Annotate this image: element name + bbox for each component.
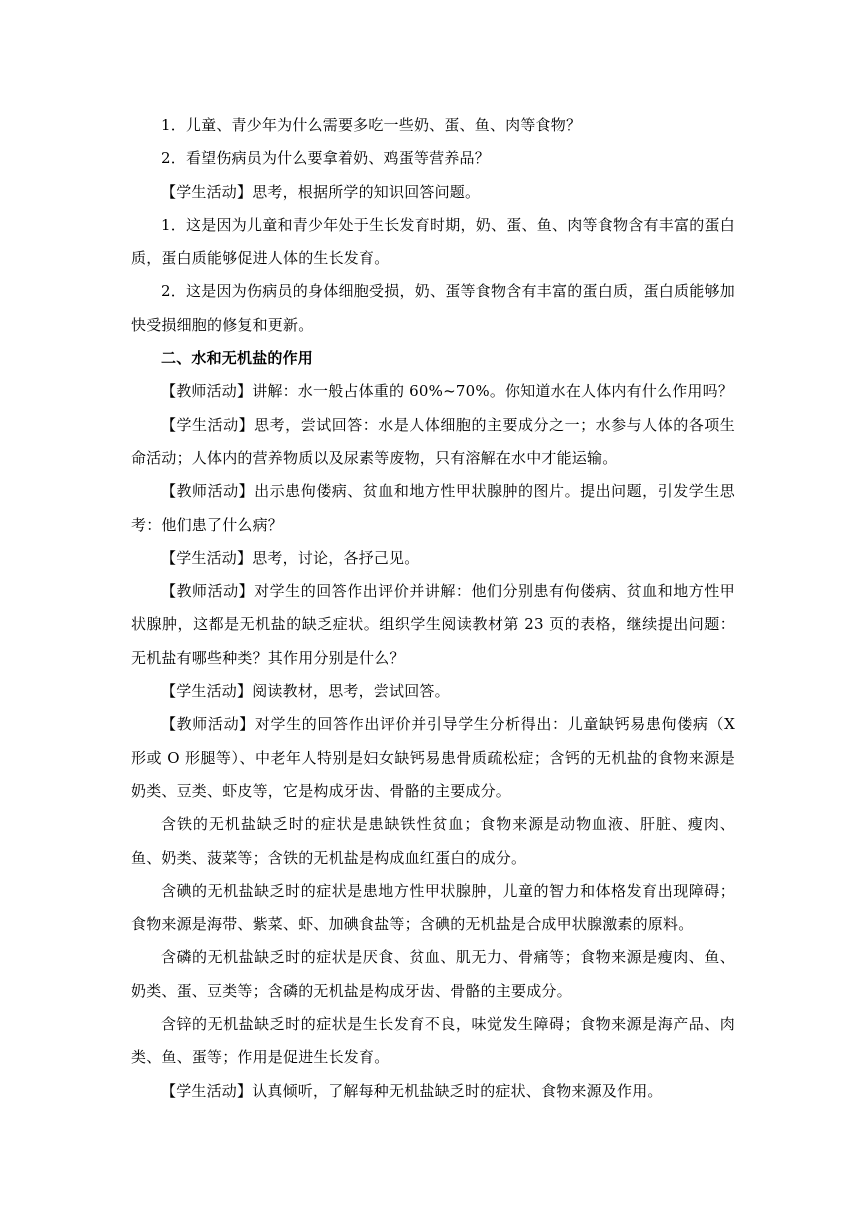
iodine-paragraph: 含碘的无机盐缺乏时的症状是患地方性甲状腺肿，儿童的智力和体格发育出现障碍；食物来源是海带、紫菜、虾、加碘食盐等；含碘的无机盐是合成甲状腺激素的原料。 [131, 881, 735, 934]
student-activity-paragraph: 【学生活动】思考，讨论，各抒己见。 [161, 548, 420, 567]
phosphorus-paragraph: 含磷的无机盐缺乏时的症状是厌食、贫血、肌无力、骨痛等；食物来源是瘦肉、鱼、奶类、蛋、豆类等；含磷的无机盐是构成牙齿、骨骼的主要成分。 [131, 948, 735, 1000]
question-2: 2．看望伤病员为什么要拿着奶、鸡蛋等营养品？ [161, 149, 490, 168]
student-activity-paragraph: 【学生活动】阅读教材，思考，尝试回答。 [161, 682, 450, 701]
section-heading: 二、水和无机盐的作用 [161, 349, 314, 368]
teacher-activity-paragraph: 【教师活动】对学生的回答作出评价并引导学生分析得出：儿童缺钙易患佝偻病（X 形或 O 形腿等）、中老年人特别是妇女缺钙易患骨质疏松症；含钙的无机盐的食物来源是奶类、豆类、虾皮等，它是构成牙齿、骨骼的主要成分。 [131, 715, 735, 800]
teacher-activity-paragraph: 【教师活动】对学生的回答作出评价并讲解：他们分别患有佝偻病、贫血和地方性甲状腺肿，这都是无机盐的缺乏症状。组织学生阅读教材第 23 页的表格，继续提出问题：无机盐有哪些种类？其作用分别是什么？ [131, 582, 735, 667]
answer-2: 2．这是因为伤病员的身体细胞受损，奶、蛋等食物含有丰富的蛋白质，蛋白质能够加快受损细胞的修复和更新。 [131, 282, 735, 334]
teacher-activity-paragraph: 【教师活动】讲解：水一般占体重的 60%~70%。你知道水在人体内有什么作用吗？ [161, 382, 734, 401]
answer-1: 1．这是因为儿童和青少年处于生长发育时期，奶、蛋、鱼、肉等食物含有丰富的蛋白质，蛋白质能够促进人体的生长发育。 [131, 215, 735, 268]
teacher-activity-paragraph: 【教师活动】出示患佝偻病、贫血和地方性甲状腺肿的图片。提出问题，引发学生思考：他们患了什么病？ [131, 482, 735, 534]
student-activity-paragraph: 【学生活动】思考，根据所学的知识回答问题。 [161, 182, 481, 201]
student-activity-paragraph: 【学生活动】认真倾听，了解每种无机盐缺乏时的症状、食物来源及作用。 [161, 1081, 663, 1100]
document-body [131, 109, 735, 1108]
zinc-paragraph: 含锌的无机盐缺乏时的症状是生长发育不良，味觉发生障碍；食物来源是海产品、肉类、鱼、蛋等；作用是促进生长发育。 [131, 1015, 735, 1067]
question-1: 1．儿童、青少年为什么需要多吃一些奶、蛋、鱼、肉等食物？ [161, 116, 582, 134]
iron-paragraph: 含铁的无机盐缺乏时的症状是患缺铁性贫血；食物来源是动物血液、肝脏、瘦肉、鱼、奶类、菠菜等；含铁的无机盐是构成血红蛋白的成分。 [131, 815, 735, 867]
student-activity-paragraph: 【学生活动】思考，尝试回答：水是人体细胞的主要成分之一；水参与人体的各项生命活动；人体内的营养物质以及尿素等废物，只有溶解在水中才能运输。 [131, 415, 735, 467]
